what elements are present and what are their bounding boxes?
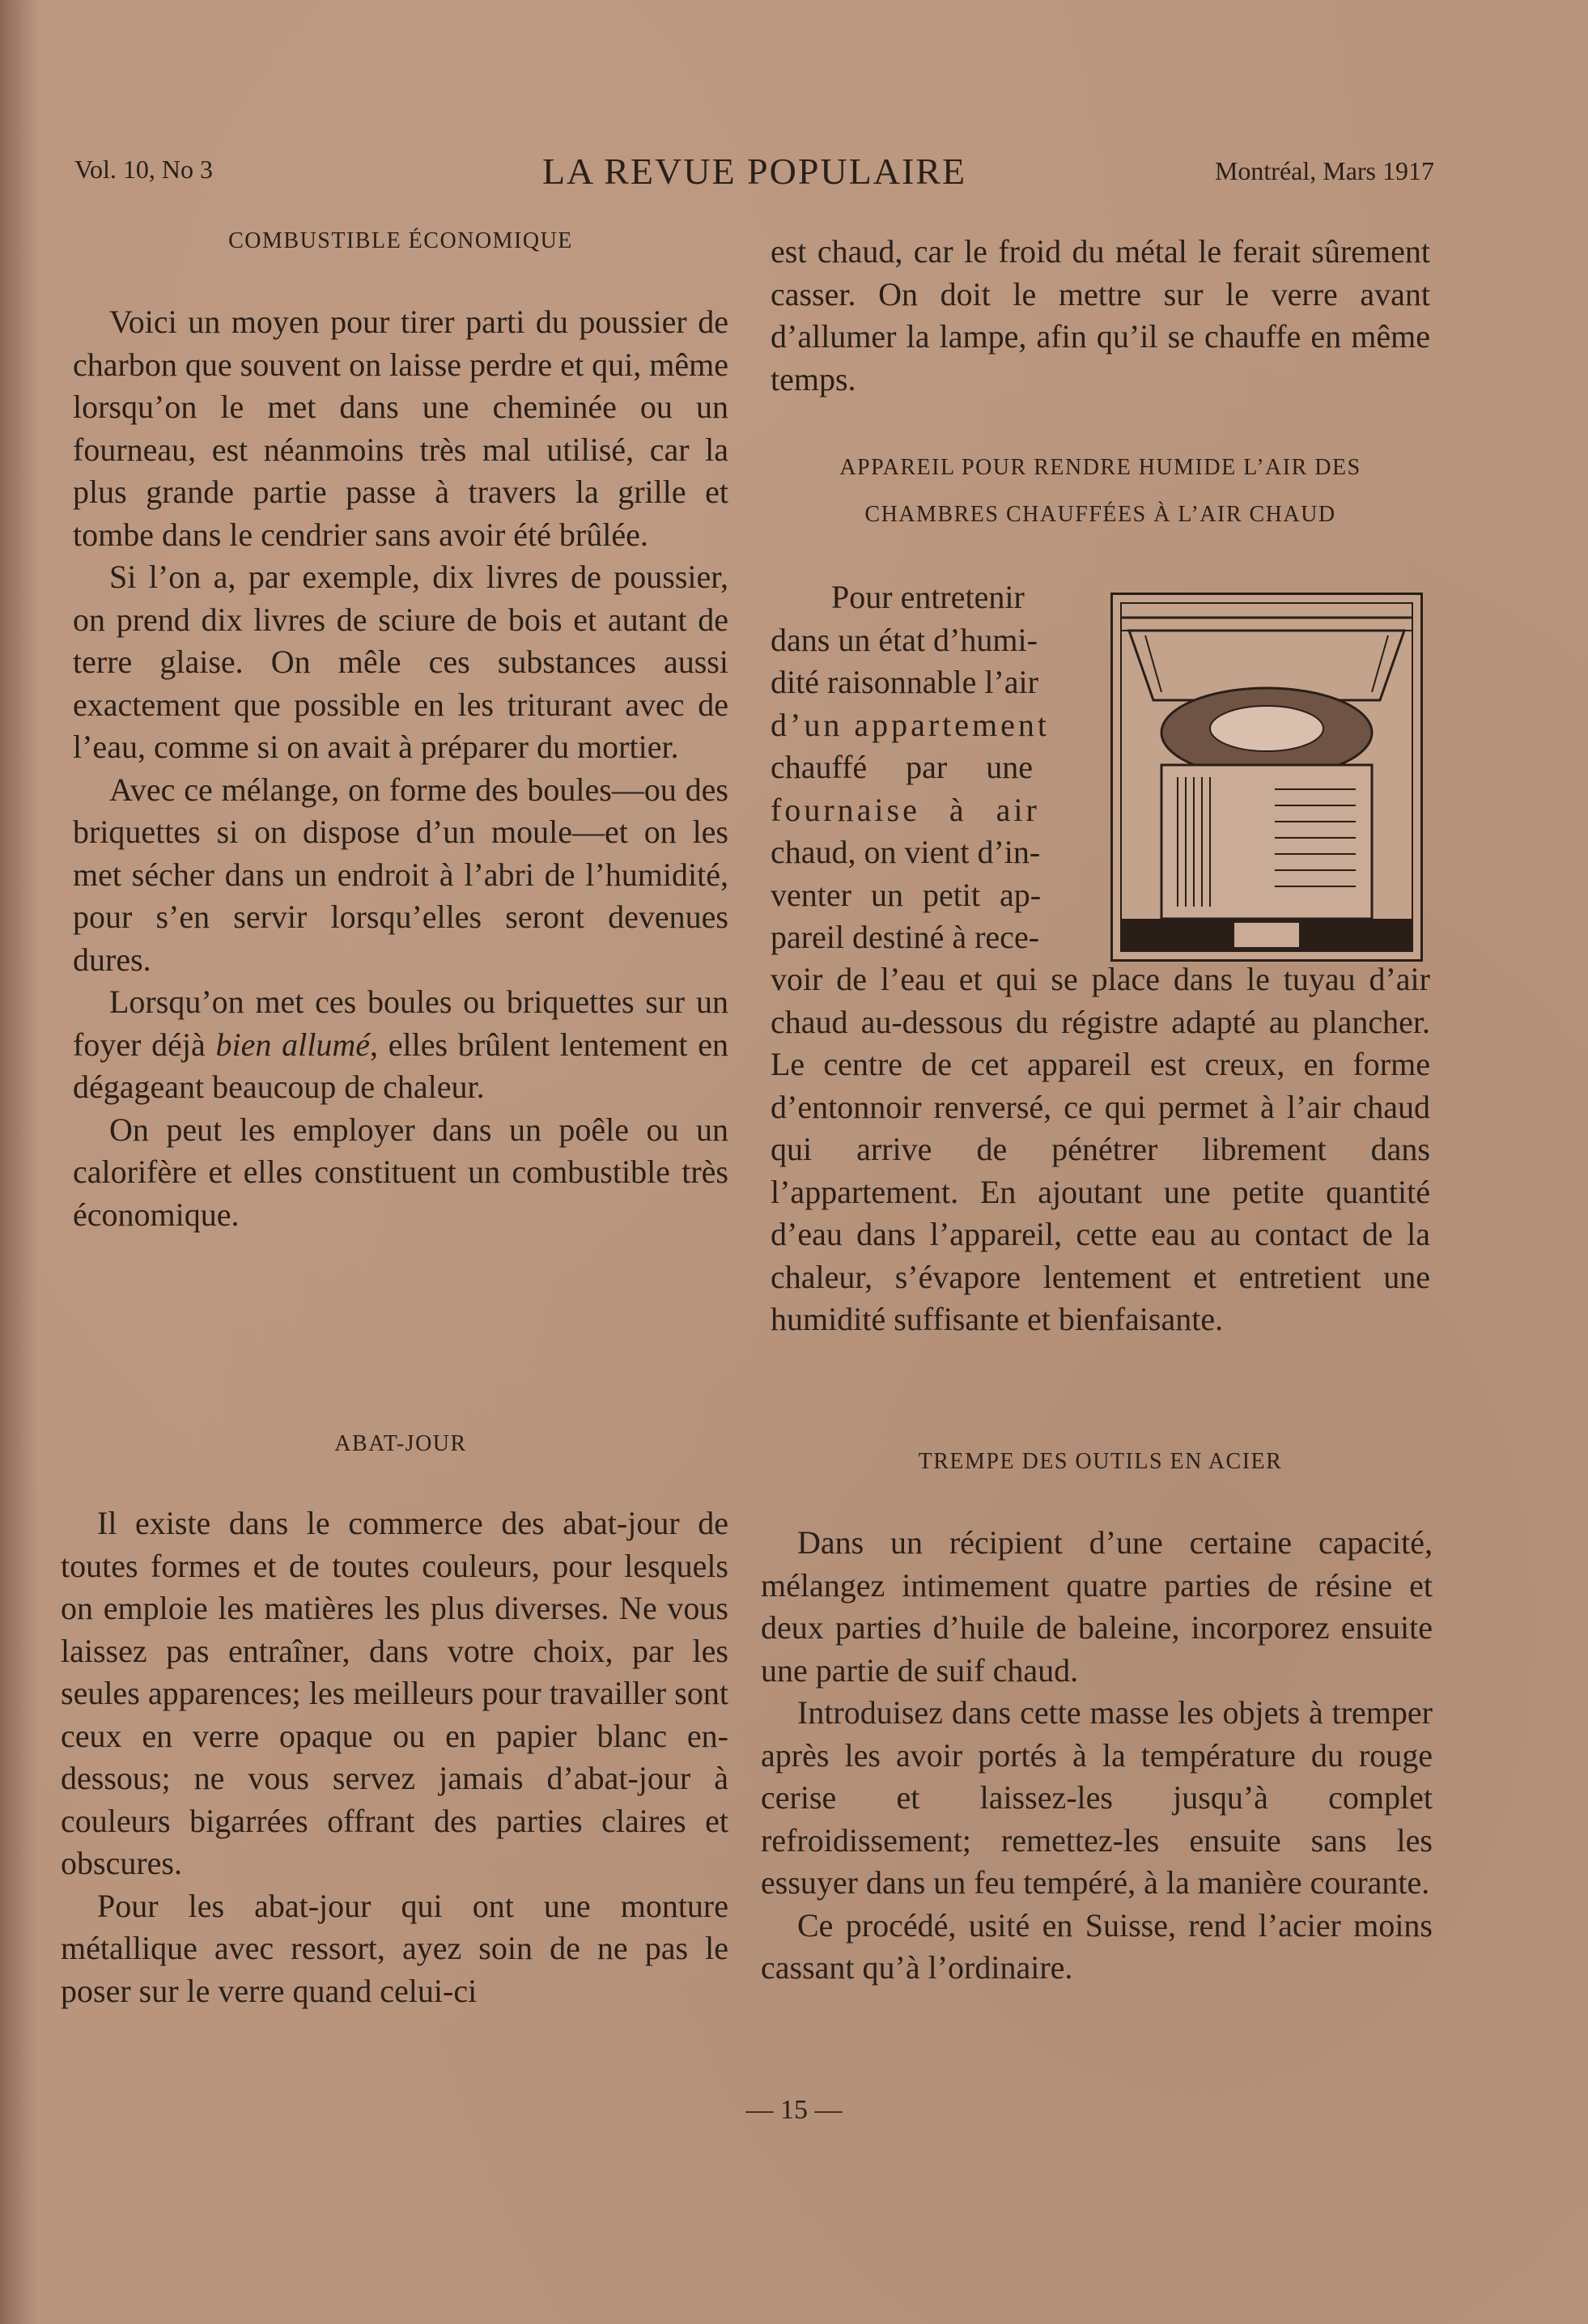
paragraph: Voici un moyen pour tirer parti du poussier de charbon que souvent on laisse perdre et qui, même lorsqu’on le met dans une cheminée ou un fourneau, est néanmoins très mal utilisé, car la plus grande partie passe à travers la grille et tombe dans le cendrier sans avoir été brûlée. (73, 304, 728, 553)
wrap-line: chaud, on vient d’in- (771, 834, 1041, 870)
place-date: Montréal, Mars 1917 (1214, 156, 1434, 185)
paragraph: est chaud, car le froid du métal le ferait sûrement casser. On doit le mettre sur le verre avant d’allumer la lampe, afin qu’il se chauffe en même temps. (771, 233, 1430, 397)
wrap-line: dité raisonnable l’air (771, 664, 1038, 700)
page-number: — 15 — (745, 2095, 843, 2125)
article-trempe (761, 1522, 1433, 1990)
paragraph: Dans un récipient d’une certaine capacité, mélangez intimement quatre parties de résine et deux parties d’huile de baleine, incorporez ensuite une partie de suif chaud. (761, 1524, 1433, 1689)
volume-number: Vol. 10, No 3 (74, 155, 213, 184)
humidifier-drawing-icon (1113, 595, 1420, 959)
heading-abat-jour: ABAT-JOUR (334, 1431, 467, 1456)
paragraph: voir de l’eau et qui se place dans le tuyau d’air chaud au-dessous du régistre adapté au plancher. Le centre de cet appareil est creux, en forme d’entonnoir renversé, ce qui permet à l’air chaud qui arrive de pénétrer librement dans l’appartement. En ajoutant une petite quantité d’eau dans l’appareil, cette eau au contact de la chaleur, s’évapore lentement et entretient une humidité suffisante et bienfaisante. (771, 961, 1430, 1337)
text-run: Lorsqu’on met ces boules ou briquettes sur un foyer déjà (73, 984, 728, 1063)
paragraph: On peut les employer dans un poêle ou un calorifère et elles constituent un combustible très économique. (73, 1111, 728, 1233)
heading-combustible: COMBUSTIBLE ÉCONOMIQUE (228, 228, 573, 253)
paragraph: Avec ce mélange, on forme des boules—ou des briquettes si on dispose d’un moule—et on les met sécher dans un endroit à l’abri de l’humidité, pour s’en servir lorsqu’elles seront devenues dures. (73, 771, 728, 978)
wrap-line: dans un état d’humi- (771, 621, 1038, 658)
article-combustible (73, 301, 728, 1236)
wrap-line: fournaise à air (771, 791, 1040, 828)
article-abat-jour (61, 1502, 728, 2012)
humidifier-illustration (1110, 593, 1423, 962)
publication-title: LA REVUE POPULAIRE (541, 151, 967, 192)
paragraph: Pour les abat-jour qui ont une monture métallique avec ressort, ayez soin de ne pas le poser sur le verre quand celui-ci (61, 1887, 728, 2009)
heading-appareil-line1: APPAREIL POUR RENDRE HUMIDE L’AIR DES (839, 455, 1361, 480)
text-run: , elles brûlent lentement en dégageant beaucoup de chaleur. (73, 1026, 729, 1105)
paragraph: Il existe dans le commerce des abat-jour de toutes formes et de toutes couleurs, pour lesquels on emploie les matières les plus diverses. Ne vous laissez pas entraîner, dans votre choix, par les seules apparences; les meilleurs pour travailler sont ceux en verre opaque ou en papier blanc en-dessous; ne vous servez jamais d’abat-jour à couleurs bigarrées offrant des parties claires et obscures. (61, 1505, 728, 1881)
appareil-wrapped-text (771, 576, 1102, 959)
emphasis: bien allumé (215, 1026, 370, 1063)
heading-trempe: TREMPE DES OUTILS EN ACIER (918, 1449, 1283, 1474)
binding-edge (0, 0, 39, 2324)
wrap-line: venter un petit ap- (771, 876, 1042, 913)
page-header (74, 150, 1434, 198)
wrap-line: chauffé par une (771, 749, 1034, 785)
wrap-line: pareil destiné à rece- (771, 919, 1040, 955)
paragraph: Introduisez dans cette masse les objets à tremper après les avoir portés à la température du rouge cerise et laissez-les jusqu’à complet refroidissement; remettez-les ensuite sans les essuyer dans un feu tempéré, à la manière courante. (761, 1694, 1433, 1901)
paragraph (73, 981, 728, 1109)
appareil-text (771, 958, 1430, 1341)
abat-jour-continuation (771, 231, 1430, 401)
wrap-line: d’un appartement (771, 706, 1050, 743)
wrap-line: Pour entretenir (831, 579, 1025, 615)
heading-appareil-line2: CHAMBRES CHAUFFÉES À L’AIR CHAUD (864, 502, 1336, 527)
paragraph: Si l’on a, par exemple, dix livres de poussier, on prend dix livres de sciure de bois et autant de terre glaise. On mêle ces substances aussi exactement que possible en les triturant avec de l’eau, comme si on avait à préparer du mortier. (73, 559, 728, 765)
paragraph: Ce procédé, usité en Suisse, rend l’acier moins cassant qu’à l’ordinaire. (761, 1906, 1433, 1986)
